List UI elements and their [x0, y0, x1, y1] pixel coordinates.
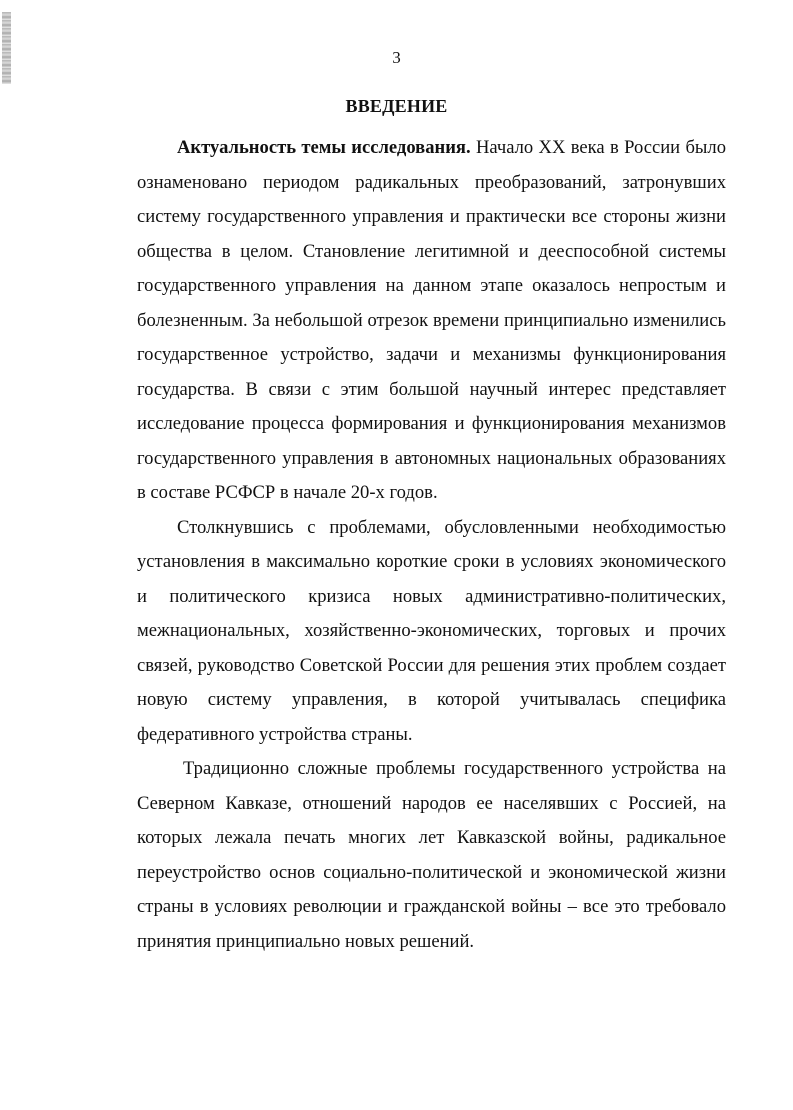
paragraph-lead: Актуальность темы исследования. [177, 137, 471, 158]
page-number: 3 [392, 48, 401, 67]
paragraph-text: Начало XX века в России было ознаменовано периодом радикальных преобразований, затронувших систему государственного управления и практически все стороны жизни общества в целом. Становление легитимной и дееспособной системы государственного управления на данном этапе оказалось непростым и болезненным. За небольшой отрезок времени принципиально изменились государственное устройство, задачи и механизмы функционирования государства. В связи с этим большой научный интерес представляет исследование процесса формирования и функционирования механизмов государственного управления в автономных национальных образованиях в составе РСФСР в начале 20-х годов. [137, 137, 726, 503]
body-text [137, 131, 726, 959]
paragraph-caucasus: Традиционно сложные проблемы государственного устройства на Северном Кавказе, отношений народов ее населявших с Россией, на которых лежала печать многих лет Кавказской войны, радикальное переустройство основ социально-политической и экономической жизни страны в условиях революции и гражданской войны – все это требовало принятия принципиально новых решений. [137, 758, 726, 952]
paragraph-new-system: Столкнувшись с проблемами, обусловленными необходимостью установления в максимально короткие сроки в условиях экономического и политического кризиса новых административно-политических, межнациональных, хозяйственно-экономических, торговых и прочих связей, руководство Советской России для решения этих проблем создает новую систему управления, в которой учитывалась специфика федеративного устройства страны. [137, 516, 726, 745]
section-heading: ВВЕДЕНИЕ [345, 96, 448, 116]
paragraph-relevance [137, 131, 726, 511]
